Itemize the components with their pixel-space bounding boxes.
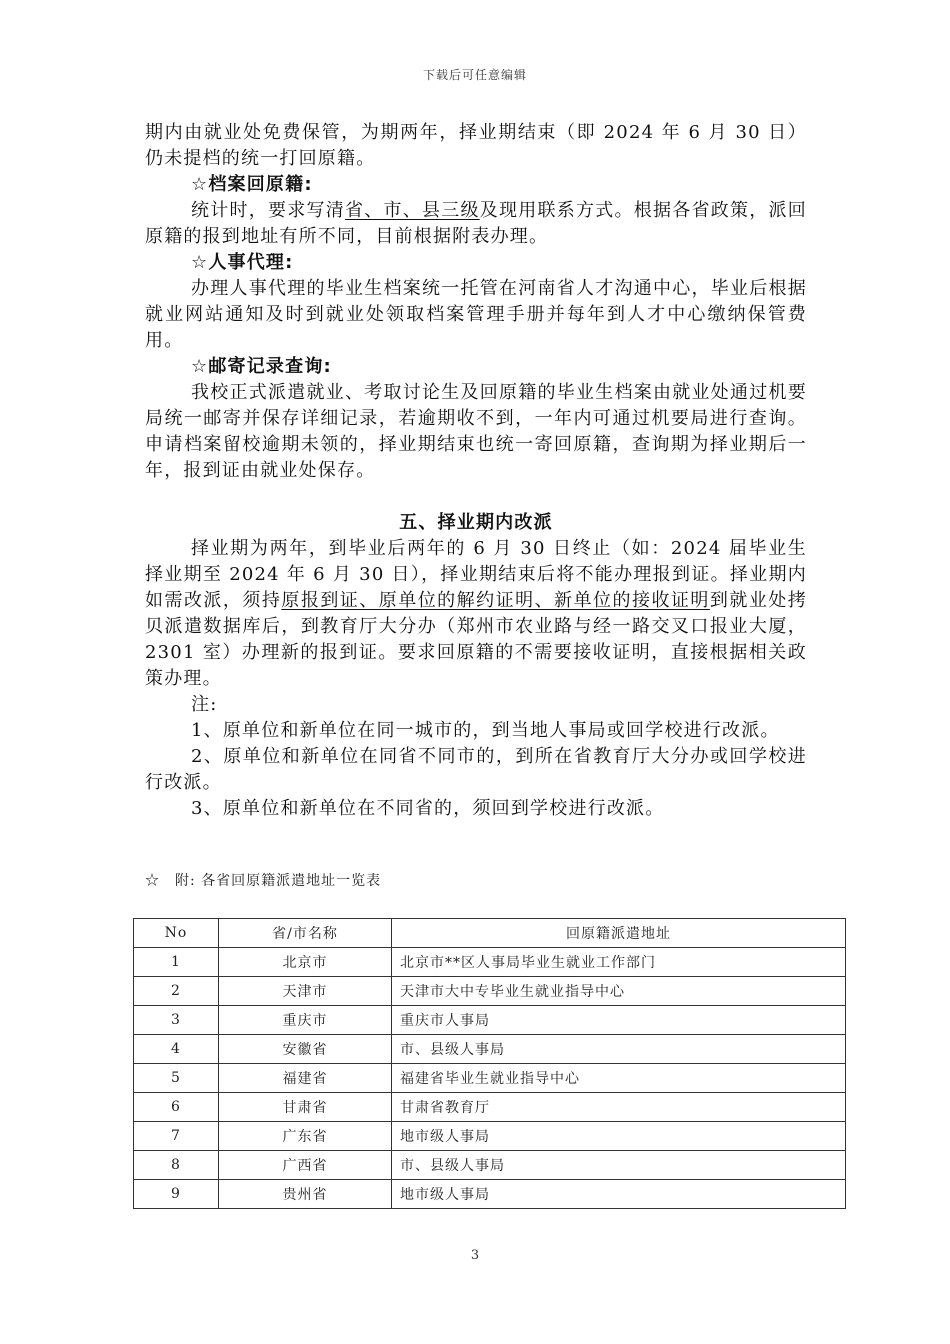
- heading-personnel-agency: ☆人事代理:: [191, 252, 294, 273]
- table-row: [134, 948, 846, 977]
- cell-province: 北京市: [219, 948, 392, 977]
- paragraph-personnel-agency: 办理人事代理的毕业生档案统一托管在河南省人才沟通中心，毕业后根据就业网站通知及时到就业处领取档案管理手册并每年到人才中心缴纳保管费用。: [145, 278, 807, 351]
- paragraph-mail-records: 我校正式派遣就业、考取讨论生及回原籍的毕业生档案由就业处通过机要局统一邮寄并保存详细记录，若逾期收不到，一年内可通过机要局进行查询。申请档案留校逾期未领的，择业期结束也统一寄回原籍，查询期为择业期后一年，报到证由就业处保存。: [145, 382, 807, 481]
- table-row: [134, 1151, 846, 1180]
- paragraph-archive-return: [145, 198, 807, 250]
- paragraph-storage-period: 期内由就业处免费保管，为期两年，择业期结束（即 2024 年 6 月 30 日）仍未提档的统一打回原籍。: [145, 122, 807, 169]
- heading-archive-return: ☆档案回原籍:: [191, 174, 313, 195]
- column-header-address: 回原籍派遣地址: [392, 919, 846, 948]
- cell-address: 市、县级人事局: [392, 1035, 846, 1064]
- cell-address: 重庆市人事局: [392, 1006, 846, 1035]
- cell-no: 9: [134, 1180, 219, 1209]
- cell-province: 重庆市: [219, 1006, 392, 1035]
- cell-no: 7: [134, 1122, 219, 1151]
- cell-address: 北京市**区人事局毕业生就业工作部门: [392, 948, 846, 977]
- note-item: 3、原单位和新单位在不同省的，须回到学校进行改派。: [191, 798, 665, 819]
- cell-no: 6: [134, 1093, 219, 1122]
- note-item: 2、原单位和新单位在同省不同市的，到所在省教育厅大分办或回学校进行改派。: [145, 746, 807, 793]
- cell-province: 甘肃省: [219, 1093, 392, 1122]
- cell-province: 贵州省: [219, 1180, 392, 1209]
- cell-address: 市、县级人事局: [392, 1151, 846, 1180]
- section-title: 五、择业期内改派: [399, 512, 553, 533]
- table-row: [134, 1093, 846, 1122]
- table-row: [134, 1122, 846, 1151]
- cell-address: 地市级人事局: [392, 1180, 846, 1209]
- address-table: [133, 918, 846, 1209]
- cell-address: 福建省毕业生就业指导中心: [392, 1064, 846, 1093]
- text-segment: 及现用联系方式。根据各省政策，派回原籍的报到地址有所不同，目前根据附表办理。: [145, 200, 807, 247]
- note-item: 1、原单位和新单位在同一城市的，到当地人事局或回学校进行改派。: [191, 720, 780, 741]
- attachment-caption: ☆ 附: 各省回原籍派遣地址一览表: [145, 873, 382, 889]
- page-header: 下载后可任意编辑: [422, 68, 527, 82]
- underlined-text: 省、市、县三级: [345, 200, 480, 221]
- table-row: [134, 1180, 846, 1209]
- cell-address: 天津市大中专毕业生就业指导中心: [392, 977, 846, 1006]
- table-row: [134, 1006, 846, 1035]
- table-header-row: [134, 919, 846, 948]
- text-segment: 统计时，要求写清: [191, 200, 346, 221]
- cell-province: 福建省: [219, 1064, 392, 1093]
- table-row: [134, 977, 846, 1006]
- text-segment: 到就业处拷贝派遣数据库后，到教育厅大分办（郑州市农业路与经一路交叉口报业大厦，2301 室）办理新的报到证。要求回原籍的不需要接收证明，直接根据相关政策办理。: [145, 590, 808, 689]
- document-body: [145, 120, 807, 822]
- paragraph-reassignment: [145, 536, 807, 692]
- column-header-province: 省/市名称: [219, 919, 392, 948]
- text-segment: 择业期为两年，到毕业后两年的 6 月 30 日终止（如：2024 届毕业生择业期至 2024 年 6 月 30 日），择业期结束后将不能办理报到证。择业期内如需改派，须持: [145, 538, 807, 611]
- cell-no: 5: [134, 1064, 219, 1093]
- cell-province: 广东省: [219, 1122, 392, 1151]
- note-label: 注:: [191, 694, 218, 715]
- underlined-text: 原报到证、原单位的解约证明、新单位的接收证明: [281, 590, 710, 611]
- cell-address: 甘肃省教育厅: [392, 1093, 846, 1122]
- cell-no: 1: [134, 948, 219, 977]
- cell-no: 4: [134, 1035, 219, 1064]
- heading-mail-records: ☆邮寄记录查询:: [191, 356, 332, 377]
- table-row: [134, 1064, 846, 1093]
- cell-province: 安徽省: [219, 1035, 392, 1064]
- cell-address: 地市级人事局: [392, 1122, 846, 1151]
- column-header-no: No: [134, 919, 219, 948]
- cell-no: 3: [134, 1006, 219, 1035]
- cell-province: 天津市: [219, 977, 392, 1006]
- table-row: [134, 1035, 846, 1064]
- cell-province: 广西省: [219, 1151, 392, 1180]
- cell-no: 2: [134, 977, 219, 1006]
- page-number: 3: [470, 1248, 480, 1263]
- cell-no: 8: [134, 1151, 219, 1180]
